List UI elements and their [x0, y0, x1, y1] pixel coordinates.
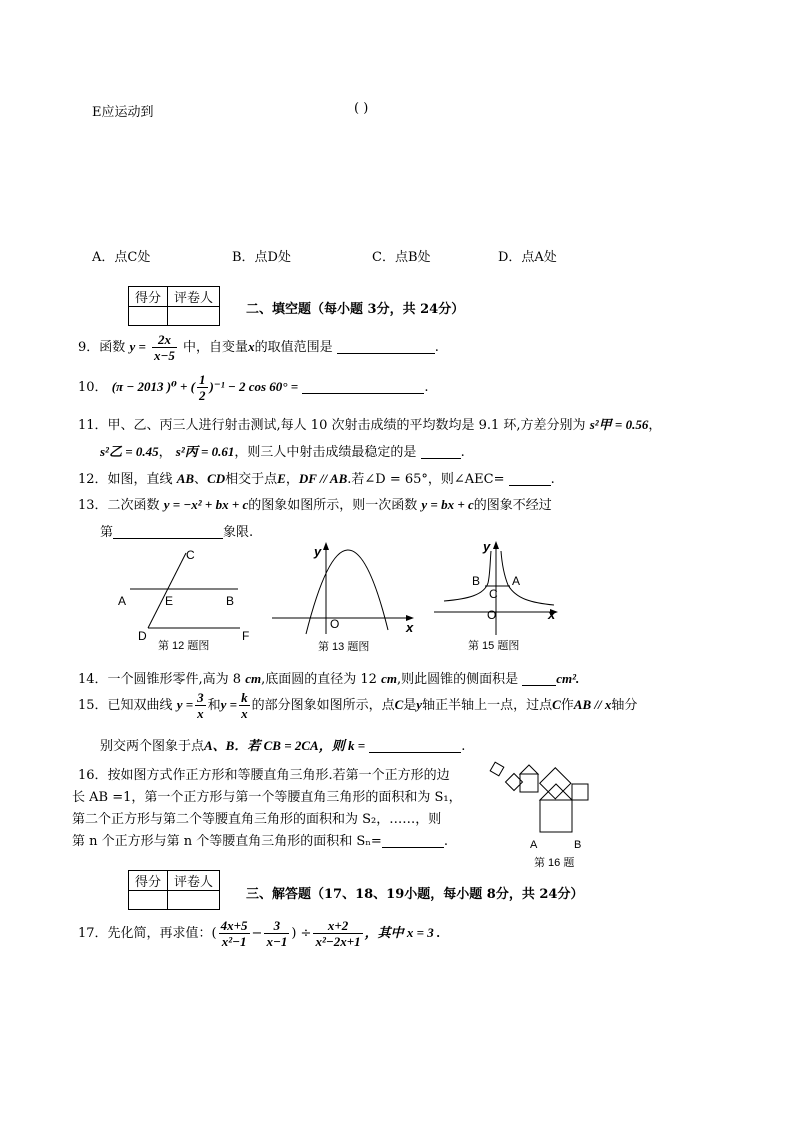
parabola-curve [306, 550, 388, 634]
question-17: 17．先化简，再求值：( $\frac{4x+5}{\text{x²−1}}$ − $\frac{3}{x-1}$ ) ÷ $\frac{x+2}{\text{x²−2x+1}}$ ，其中 x = 3 . [78, 918, 441, 949]
question-11-line1: 11．甲、乙、丙三人进行射击测试,每人 10 次射击成绩的平均数均是 9.1 环,方差分别为 s²甲 = 0.56， [78, 417, 662, 433]
y-axis-label: y [483, 539, 491, 554]
question-16-line4: 第 n 个正方形与第 n 个等腰直角三角形的面积和 Sₙ= . [72, 834, 448, 849]
question-11-line2: s²乙 = 0.45， s²丙 = 0.61，则三人中射击成绩最稳定的是 . [100, 444, 465, 460]
label-a: A [530, 839, 538, 851]
option-c: C．点B处 [372, 250, 431, 265]
triangle-3 [520, 765, 538, 774]
option-d: D．点A处 [498, 250, 557, 265]
origin-label: O [330, 617, 340, 631]
label-a: A [118, 594, 127, 608]
figure-16 [484, 760, 598, 872]
q12-answer-blank[interactable] [509, 471, 551, 486]
score-cell[interactable] [129, 307, 168, 326]
label-b: B [472, 574, 481, 588]
question-15-line1: 15．已知双曲线 y = $\frac{3}{x}$ 和y = $\frac{k}{x}$ 的部分图象如图所示，点C是y轴正半轴上一点，过点C作AB // x轴分 [78, 690, 638, 721]
figure-12 [110, 545, 260, 657]
option-b: B．点D处 [232, 250, 291, 265]
figure-12-caption: 第 12 题图 [158, 640, 210, 652]
square-3 [520, 774, 538, 792]
figure-15-caption: 第 15 题图 [468, 640, 520, 652]
figure-15 [428, 537, 566, 655]
question-9: 9．函数 y = $\frac{2x}{x-5}$ 中，自变量x的取值范围是 . [78, 332, 439, 363]
section-2-heading: 二、填空题（每小题 3分，共 24分） [246, 302, 465, 317]
hyperbola-left [444, 551, 491, 601]
line-cd [148, 553, 186, 628]
option-a: A．点C处 [92, 250, 151, 265]
figure-13-caption: 第 13 题图 [318, 641, 370, 653]
label-e: E [165, 594, 174, 608]
square-5 [490, 762, 504, 776]
x-axis-label: x [406, 620, 414, 635]
grader-header: 评卷人 [168, 287, 220, 307]
figure-16-caption: 第 16 题 [534, 857, 575, 869]
question-16-line1: 16．按如图方式作正方形和等腰直角三角形.若第一个正方形的边 [78, 768, 450, 783]
q8-answer-paren: ( ) [354, 101, 369, 116]
q14-answer-blank[interactable] [522, 671, 556, 686]
score-table-2 [128, 870, 220, 910]
question-10: 10． (π − 2013 )⁰ + ( $\frac{1}{2}$ )⁻¹ − 2 cos 60° = . [78, 372, 429, 403]
question-13-line2: 第 象限. [100, 525, 254, 540]
origin-label: O [487, 608, 497, 622]
y-axis-label: y [314, 544, 322, 559]
hyperbola-right [501, 551, 554, 605]
score-cell[interactable] [129, 891, 168, 910]
square-2b [572, 784, 588, 800]
score-header: 得分 [129, 871, 168, 891]
x-axis-label: x [548, 607, 556, 622]
q16-answer-blank[interactable] [382, 833, 444, 848]
square-1 [540, 800, 572, 832]
question-12: 12．如图，直线 AB、CD相交于点E，DF // AB.若∠D = 65°，则∠AEC= . [78, 471, 555, 487]
question-15-line2: 别交两个图象于点A、B．若 CB = 2CA，则 k = . [100, 738, 466, 754]
label-f: F [242, 629, 250, 643]
question-16-line2: 长 AB =1，第一个正方形与第一个等腰直角三角形的面积和为 S₁， [72, 790, 462, 805]
q11-answer-blank[interactable] [421, 444, 461, 459]
label-d: D [138, 629, 147, 643]
grader-header: 评卷人 [168, 871, 220, 891]
section-3-heading: 三、解答题（17、18、19小题，每小题 8分，共 24分） [246, 887, 584, 902]
label-c: C [186, 548, 195, 562]
q9-answer-blank[interactable] [337, 339, 435, 354]
q15-answer-blank[interactable] [369, 738, 461, 753]
question-13-line1: 13．二次函数 y = −x² + bx + c的图象如图所示，则一次函数 y = bx + c的图象不经过 [78, 497, 552, 513]
question-16-line3: 第二个正方形与第二个等腰直角三角形的面积和为 S₂，……，则 [72, 812, 442, 827]
label-a: A [512, 574, 521, 588]
label-b: B [574, 839, 582, 851]
question-14: 14．一个圆锥形零件,高为 8 cm,底面圆的直径为 12 cm,则此圆锥的侧面积是 cm². [78, 671, 580, 687]
label-b: B [226, 594, 235, 608]
grader-cell[interactable] [168, 307, 220, 326]
q13-answer-blank[interactable] [113, 524, 223, 539]
q10-answer-blank[interactable] [302, 379, 424, 394]
label-c: C [489, 587, 498, 601]
score-header: 得分 [129, 287, 168, 307]
q8-tail: E应运动到 [92, 105, 154, 120]
score-table-1 [128, 286, 220, 326]
grader-cell[interactable] [168, 891, 220, 910]
figure-13 [268, 538, 423, 656]
